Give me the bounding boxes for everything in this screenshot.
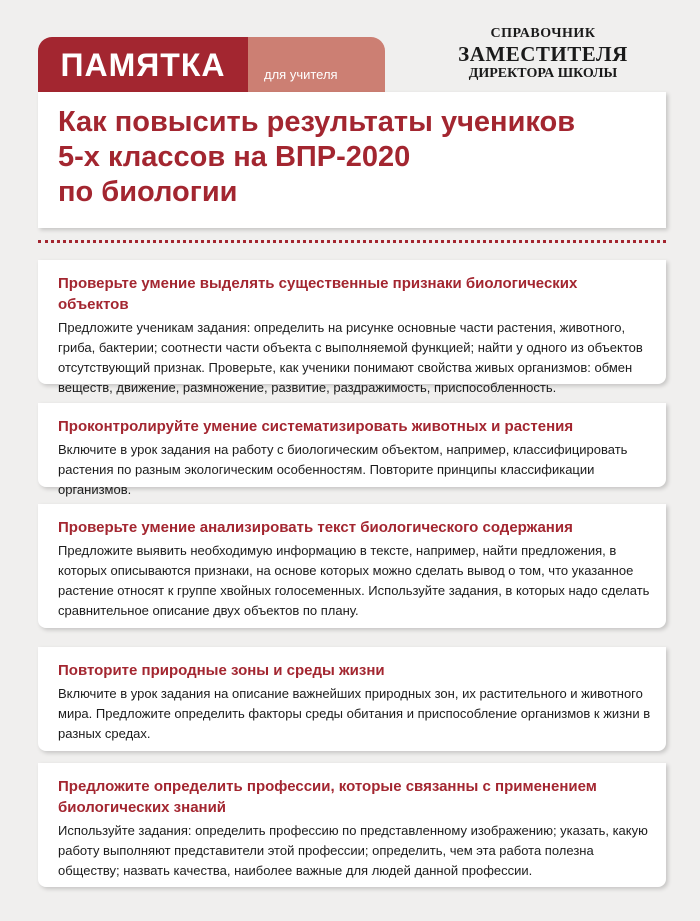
title-line-1: Как повысить результаты учеников [58, 106, 576, 138]
tip-body: Включите в урок задания на описание важнейших природных зон, их растительного и животного мира. Предложите определить факторы среды обитания и приспособление организмов к жизни в разных средах. [58, 686, 651, 741]
title-line-2: 5-х классов на ВПР-2020 [58, 141, 411, 173]
tip-body: Предложите выявить необходимую информацию в тексте, например, найти предложения, в которых описываются признаки, на основе которых можно сделать вывод о том, что указанное растение относят к группе хвойных голосеменных. Используйте задания, в которых надо сделать сравнительное описание двух объектов по плану. [58, 543, 650, 618]
memo-tab [38, 37, 248, 94]
tip-body: Предложите ученикам задания: определить на рисунке основные части растения, животного, гриба, бактерии; соотнести части объекта с выполняемой функцией; найти у одного из объектов отсутствующий признак. Проверьте, как ученики понимают свойства живых организмов: обмен веществ, движение, размножение, развитие, раздражимость, приспособленность. [58, 320, 643, 395]
brand-logo [428, 26, 658, 82]
tip-heading: Предложите определить профессии, которые связанны с применением биологических знаний [58, 778, 597, 816]
title-line-3: по биологии [58, 176, 238, 208]
tip-body: Включите в урок задания на работу с биологическим объектом, например, классифицировать растения по разным экологическим особенностям. Повторите принципы классификации организмов. [58, 442, 628, 497]
title-box [38, 92, 666, 228]
page-title [58, 105, 575, 210]
brand-line-2: ЗАМЕСТИТЕЛЯ [458, 42, 628, 66]
tip-card [38, 763, 666, 887]
brand-line-3: ДИРЕКТОРА ШКОЛЫ [468, 66, 618, 81]
brand-line-1: СПРАВОЧНИК [490, 26, 596, 41]
tip-heading: Повторите природные зоны и среды жизни [58, 662, 385, 679]
tip-card [38, 403, 666, 497]
tip-card [38, 647, 666, 751]
tip-card [38, 260, 666, 395]
tip-heading: Проконтролируйте умение систематизировать животных и растения [58, 418, 574, 435]
tip-body: Используйте задания: определить профессию по представленному изображению; указать, какую работу выполняют представители этой профессии; определить, чем эта работа полезна обществу; назвать качества, наиболее важные для людей данной профессии. [58, 823, 648, 878]
memo-tab-label: ПАМЯТКА [60, 47, 226, 83]
audience-tab [248, 37, 385, 94]
tip-heading: Проверьте умение анализировать текст биологического содержания [58, 519, 573, 536]
tip-card [38, 504, 666, 628]
audience-tab-label: для учителя [264, 67, 338, 82]
dotted-divider [38, 240, 666, 243]
tip-heading: Проверьте умение выделять существенные признаки биологических объектов [58, 275, 578, 313]
